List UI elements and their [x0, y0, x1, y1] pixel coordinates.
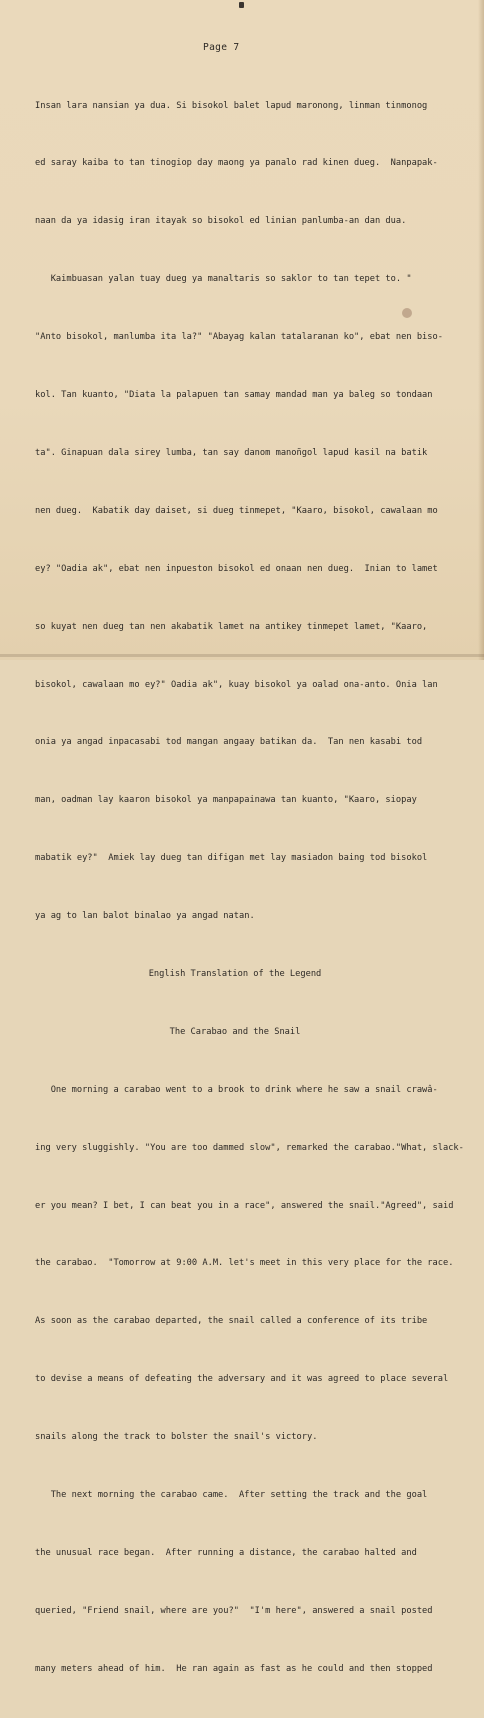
typed-text-body: [35, 58, 464, 1718]
text-line: "Anto bisokol, manlumba ita la?" "Abayag kalan tatalaranan ko", ebat nen biso-: [35, 332, 443, 343]
text-line: ey? "Oadia ak", ebat nen inpueston bisokol ed onaan nen dueg. Inian to lamet: [35, 563, 438, 574]
text-line: naan da ya idasig iran itayak so bisokol ed linian panlumba-an dan dua.: [35, 216, 407, 227]
text-line: to devise a means of defeating the adversary and it was agreed to place several: [35, 1374, 449, 1385]
staple-mark: [239, 2, 244, 8]
text-line: er you mean? I bet, I can beat you in a race", answered the snail."Agreed", said: [35, 1200, 454, 1211]
text-line: so kuyat nen dueg tan nen akabatik lamet na antikey tinmepet lamet, "Kaaro,: [35, 621, 428, 632]
text-line: ya ag to lan balot binalao ya angad natan.: [35, 911, 255, 922]
section-subheading: The Carabao and the Snail: [169, 1026, 301, 1037]
text-line: Insan lara nansian ya dua. Si bisokol balet lapud maronong, linman tinmonog: [35, 100, 428, 111]
text-line: As soon as the carabao departed, the snail called a conference of its tribe: [35, 1316, 428, 1327]
text-line: ta". Ginapuan dala sirey lumba, tan say danom manoñgol lapud kasil na batik: [35, 447, 428, 458]
text-line: Kaimbuasan yalan tuay dueg ya manaltaris so saklor to tan tepet to. ": [35, 274, 412, 285]
text-line: bisokol, cawalaan mo ey?" Oadia ak", kuay bisokol ya oalad ona-anto. Onia lan: [35, 679, 438, 690]
text-line: ing very sluggishly. "You are too dammed slow", remarked the carabao."What, slack-: [35, 1142, 464, 1153]
page-number: Page 7: [203, 42, 240, 53]
text-line: kol. Tan kuanto, "Diata la palapuen tan samay mandad man ya baleg so tondaan: [35, 390, 433, 401]
text-line: The next morning the carabao came. After setting the track and the goal: [35, 1489, 428, 1500]
page-edge-shadow: [478, 0, 484, 660]
text-line: ed saray kaiba to tan tinogiop day maong ya panalo rad kinen dueg. Nanpapak-: [35, 158, 438, 169]
page-bottom-edge: [0, 654, 484, 657]
text-line: queried, "Friend snail, where are you?" "I'm here", answered a snail posted: [35, 1605, 433, 1616]
section-heading: English Translation of the Legend: [148, 968, 322, 979]
text-line: the carabao. "Tomorrow at 9:00 A.M. let's meet in this very place for the race.: [35, 1258, 454, 1269]
text-line: the unusual race began. After running a distance, the carabao halted and: [35, 1547, 417, 1558]
text-line: mabatik ey?" Amiek lay dueg tan difigan met lay masiadon baing tod bisokol: [35, 853, 428, 864]
text-line: man, oadman lay kaaron bisokol ya manpapainawa tan kuanto, "Kaaro, siopay: [35, 795, 417, 806]
text-line: One morning a carabao went to a brook to drink where he saw a snail crawâ-: [35, 1084, 438, 1095]
text-line: onia ya angad inpacasabi tod mangan angaay batikan da. Tan nen kasabi tod: [35, 737, 423, 748]
text-line: nen dueg. Kabatik day daiset, si dueg tinmepet, "Kaaro, bisokol, cawalaan mo: [35, 505, 438, 516]
text-line: many meters ahead of him. He ran again as fast as he could and then stopped: [35, 1663, 433, 1674]
text-line: snails along the track to bolster the snail's victory.: [35, 1432, 318, 1443]
